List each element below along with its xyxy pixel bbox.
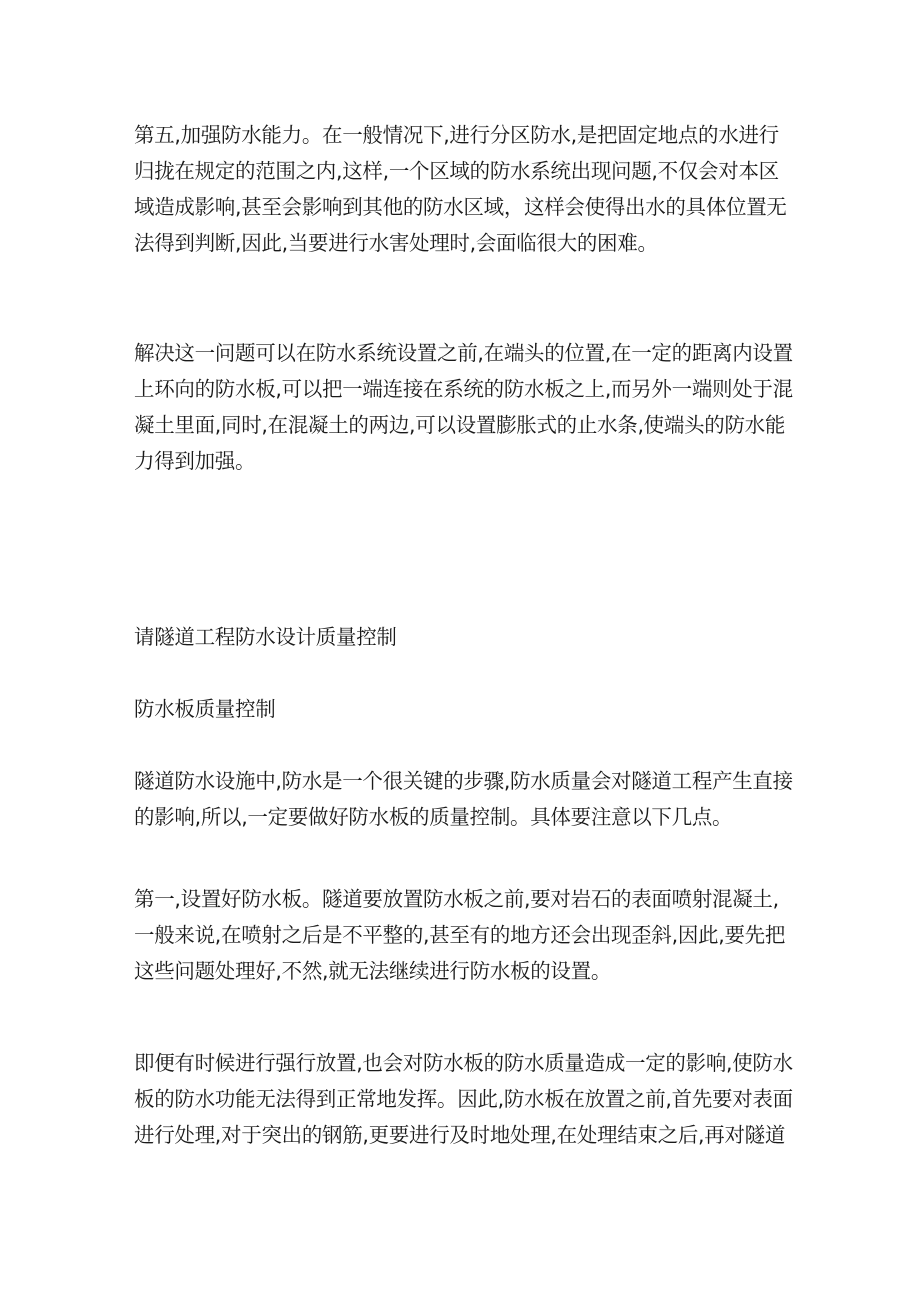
paragraph-intro [134,763,794,835]
section-heading: 请隧道工程防水设计质量控制 [134,625,397,649]
paragraph-solution [134,335,794,479]
text-line: 归拢在规定的范围之内,这样,一个区域的防水系统出现问题,不仅会对本区 [134,159,779,183]
text-line: 板的防水功能无法得到正常地发挥。因此,防水板在放置之前,首先要对表面 [134,1087,793,1111]
text-line: 法得到判断,因此,当要进行水害处理时,会面临很大的困难。 [134,231,658,255]
text-line: 第一,设置好防水板。隧道要放置防水板之前,要对岩石的表面喷射混凝土, [134,887,779,911]
text-line: 解决这一问题可以在防水系统设置之前,在端头的位置,在一定的距离内设置 [134,341,793,365]
text-line: 即便有时候进行强行放置,也会对防水板的防水质量造成一定的影响,使防水 [134,1051,793,1075]
paragraph-first-point [134,881,794,989]
text-line: 凝土里面,同时,在混凝土的两边,可以设置膨胀式的止水条,使端头的防水能 [134,413,786,437]
text-line: 一般来说,在喷射之后是不平整的,甚至有的地方还会出现歪斜,因此,要先把 [134,923,786,947]
text-line: 域造成影响,甚至会影响到其他的防水区域，这样会使得出水的具体位置无 [134,195,787,219]
paragraph-strengthen-waterproofing [134,117,794,261]
paragraph-surface-treatment [134,1045,794,1153]
text-line: 上环向的防水板,可以把一端连接在系统的防水板之上,而另外一端则处于混 [134,377,793,401]
text-line: 力得到加强。 [134,449,256,473]
text-line: 进行处理,对于突出的钢筋,更要进行及时地处理,在处理结束之后,再对隧道 [134,1123,786,1147]
subsection-heading: 防水板质量控制 [134,697,276,721]
text-line: 隧道防水设施中,防水是一个很关键的步骤,防水质量会对隧道工程产生直接 [134,769,793,793]
text-line: 这些问题处理好,不然,就无法继续进行防水板的设置。 [134,959,612,983]
text-line: 的影响,所以,一定要做好防水板的质量控制。具体要注意以下几点。 [134,805,733,829]
text-line: 第五,加强防水能力。在一般情况下,进行分区防水,是把固定地点的水进行 [134,123,779,147]
